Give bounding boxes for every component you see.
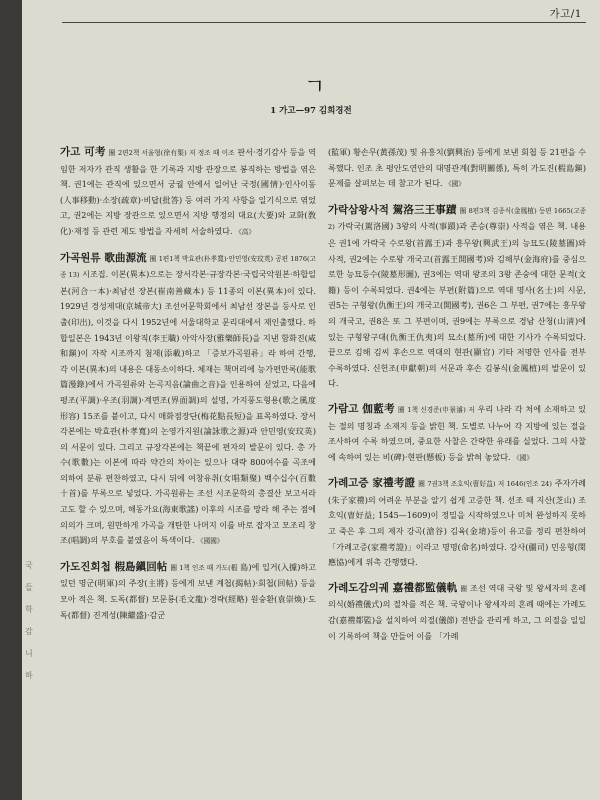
edge-character: 학: [25, 605, 33, 614]
entry-definition: 시조집. 이본(異本)으로는 장서각본·규장각본·국립국악원본·하합일본(河合一本)·최남선 장본(崔南善藏本) 등 11종의 이본(異本)이 있다. 1929년 경성제대(京城帝大) 조선어문학회에서 최남선 장본을 등사로 인출(印出), 이것을 다시 1952년에 서울대학교 문리대에서 재인출했다. 하합일본은 1943년 이왕직(李王職) 아악사장(雅樂師長)을 지낸 함화진(咸和鎭)이 자작 시조까지 첨재(添載)하고 「증보가곡원류」라 하여 간행, 각 이본(異本)의 내용은 대동소이하다. 체재는 책머리에 능가편만록(能歌篇漫錄)에서 가곡원류와 논곡지음(論曲之音)을 인용하여 싣었고, 다음에 평조(平調)·우조(羽調)·계면조(界面調)의 설명, 가지풍도형용(歌之風度形容) 15조를 붙이고, 다시 매화점장단(梅花點長短)을 표목하였다. 장서각본에는 박효관(朴孝寬)의 논영가지원(論詠歌之源)과 안민영(安玟英)의 서문이 있다. 그리고 규장각본에는 책끝에 편자의 발문이 있다. 총 가수(歌數)는 이본에 따라 약간의 차이는 있으나 대략 800여수를 곡조에 의하여 분류 편찬하였고, 다시 뒤에 여창유취(女唱類聚) 백수십수(百數十首)를 부록으로 넣었다. 가곡원류는 조선 시조문학의 총결산 보고서라고도 할 수 있으며, 해동가요(海東歌謠) 이후의 시조를 망라 해 주는 점에 의의가 크며, 원만하게 가곡을 개탄한 나머지 이를 바로 잡자고 모조리 창조(唱調)의 부호를 붙였음이 특색이다.: [60, 269, 316, 546]
entry-definition: 조선 역대 국왕 및 왕세자의 혼례의식(婚禮儀式)의 절차를 적은 책. 국왕이나 왕세자의 혼례 때에는 가례도감(嘉禮都監)을 설치하여 의절(儀節) 전반을 관리케 하고, 그 의절을 일일이 기록하여 책을 만들어 이를 「가례: [328, 582, 587, 641]
dictionary-entry: [60, 145, 316, 241]
entry-definition: (監軍) 황손무(黃孫茂) 및 유흥치(劉興治) 등에게 보낸 회첩 등 21편을 수록했다. 인조 초 평안도연안의 대명관계(對明關係), 특히 가도진(椵島鎭) 문제를 살펴보는 데 참고가 된다.: [328, 147, 586, 189]
entry-metadata: 圈 1편1책 박효관(朴孝寬)·안민영(安玟英) 공편 1876(고종 13): [60, 254, 316, 280]
entry-headword: 가람고 伽藍考: [328, 402, 395, 415]
edge-character: 하: [25, 671, 33, 680]
edge-character: 국: [25, 561, 33, 570]
entry-definition: 판서·경기감사 등을 역임한 저자가 관직 생활을 한 기록과 지방 관장으로 봉직하는 방법을 엮은 책. 권1에는 관직에 있으면서 궁궐 안에서 일어난 국정(國情)·인사이동(人事移動)·소장(疏章)·비답(批答) 등 여러 가지 사항을 일기식으로 엮었고, 권2에는 지방 장관으로 있으면서 지방 행정의 대요(大要)와 교화(敎化)·재정 등 관련 제도 방법을 자세히 서술하였다.: [60, 147, 316, 236]
dictionary-entry: [328, 203, 586, 392]
entry-metadata: 圈 1책 인조 때 가도(椵: [170, 563, 238, 572]
facing-page-edge: [22, 0, 42, 800]
entry-headword: 가락삼왕사적 駕洛三王事蹟: [328, 203, 457, 216]
edge-character: 들: [25, 583, 33, 592]
entry-metadata: 圈 8편3책 김종식(金鳳植) 등편 1665(고종 2): [328, 206, 586, 232]
entry-headword: 가례도감의궤 嘉禮都監儀軌: [328, 581, 458, 594]
dictionary-entry: [60, 560, 316, 623]
left-column: [60, 145, 316, 633]
header-rule: [62, 22, 586, 23]
entry-headword: 가곡원류 歌曲源流: [60, 251, 147, 264]
entry-source-mark: 《國國》: [197, 537, 224, 546]
entry-source-mark: 《國》: [513, 453, 533, 462]
entry-source-mark: 《國》: [445, 180, 465, 189]
entry-definition: 우리 나라 각 처에 소재하고 있는 절의 명칭과 소재지 등을 밝힌 책. 도별로 나누어 각 지방에 있는 절을 조사하여 수록 하였으며, 중요한 사찰은 간략한 유래를 실었다. 그의 사찰에 속하여 있는 비(碑)·현판(懸板) 등을 밝혀 놓았다.: [328, 403, 586, 462]
entry-metadata: 圈 2편2책 서울형(徐有榘) 저 정조 때 이조: [108, 149, 235, 157]
entry-headword: 가고 可考: [60, 146, 106, 158]
entry-metadata: 圈: [460, 584, 468, 593]
edge-character: 감: [25, 627, 33, 636]
entry-metadata: 圈 7권3책 조호익(曺好益) 저 1646(인조 24): [418, 480, 552, 489]
dictionary-entry: [60, 251, 316, 550]
entry-source-mark: 《高》: [235, 227, 255, 236]
entry-metadata: 圈 1책 신경준(申景濬) 저: [397, 405, 475, 414]
dictionary-entry: [328, 581, 586, 644]
dictionary-entry: [328, 476, 586, 571]
section-letter: ㄱ: [304, 75, 326, 100]
edge-character: 니: [25, 649, 33, 658]
entry-headword: 가도진회첩 椵島鎭回帖: [60, 560, 168, 573]
book-page: [22, 0, 600, 800]
entry-definition: 가락국(駕洛國) 3왕의 사적(事蹟)과 존승(尊崇) 사적을 엮은 책. 내용은 권1에 가락국 수로왕(首露王)과 흥무왕(興武王)의 능묘도(陵墓圖)와 사적, 권2에는 수로왕 개국고(首露王開國考)와 김해부(金海府)를 중심으로한 능묘등수(陵墓形圖), 권3에는 역대 왕조의 3왕 존숭에 대한 문적(文籍) 등이 수록되었다. 권4에는 부편(附篇)으로 역대 명사(名士)의 시문, 권5는 구형왕(仇衡王)의 개국고(開國考), 권6은 그 부편, 권7에는 흥무왕의 개국고, 권8은 또 그 부편이며, 권9에는 부록으로 경남 산청(山淸)에 있는 구형왕구대(仇衡王仇夷)의 묘소(墓所)에 대한 기사가 수록되었다. 끝으로 김해 김씨 후손으로 역대의 현관(顯官) 기타 저명한 인사를 전부 수록하였다. 신헌조(申獻朝)의 서문과 후손 김봉식(金鳳植)의 발문이 있다.: [328, 221, 586, 389]
section-range: 1 가고—97 김희경전: [270, 106, 352, 116]
entry-headword: 가례고증 家禮考證: [328, 477, 416, 490]
entry-definition: 주자가례(朱子家禮)의 어려운 부분을 알기 쉽게 고증한 책. 선조 때 지산(芝山) 조호익(曺好益; 1545—1609)이 정밀을 시작하였으나 미처 완성하지 못하고 죽은 후 그의 제자 강곡(滄谷) 김육(金堉)등이 유고를 정리 편찬하여 「가례고증(家禮考證)」이라고 명명(命名)하였다. 강사(疆司) 민응형(閔應協)에게 위촉 간행했다.: [328, 478, 586, 568]
running-head: 가고/1: [549, 8, 582, 20]
dictionary-entry: [328, 402, 586, 466]
dictionary-entry: [328, 145, 586, 193]
right-column: [328, 145, 586, 654]
entry-definition: 島)에 입거(入據)하고 있던 명군(明軍)의 주장(主將) 등에게 보낸 계첩(揭帖)·회첩(回帖) 등을 모아 적은 책. 도독(都督) 모문룡(毛文龍)·경략(經略) 원숭환(袁崇煥)·도독(都督) 진계성(陳繼盛)·감군: [60, 561, 317, 620]
